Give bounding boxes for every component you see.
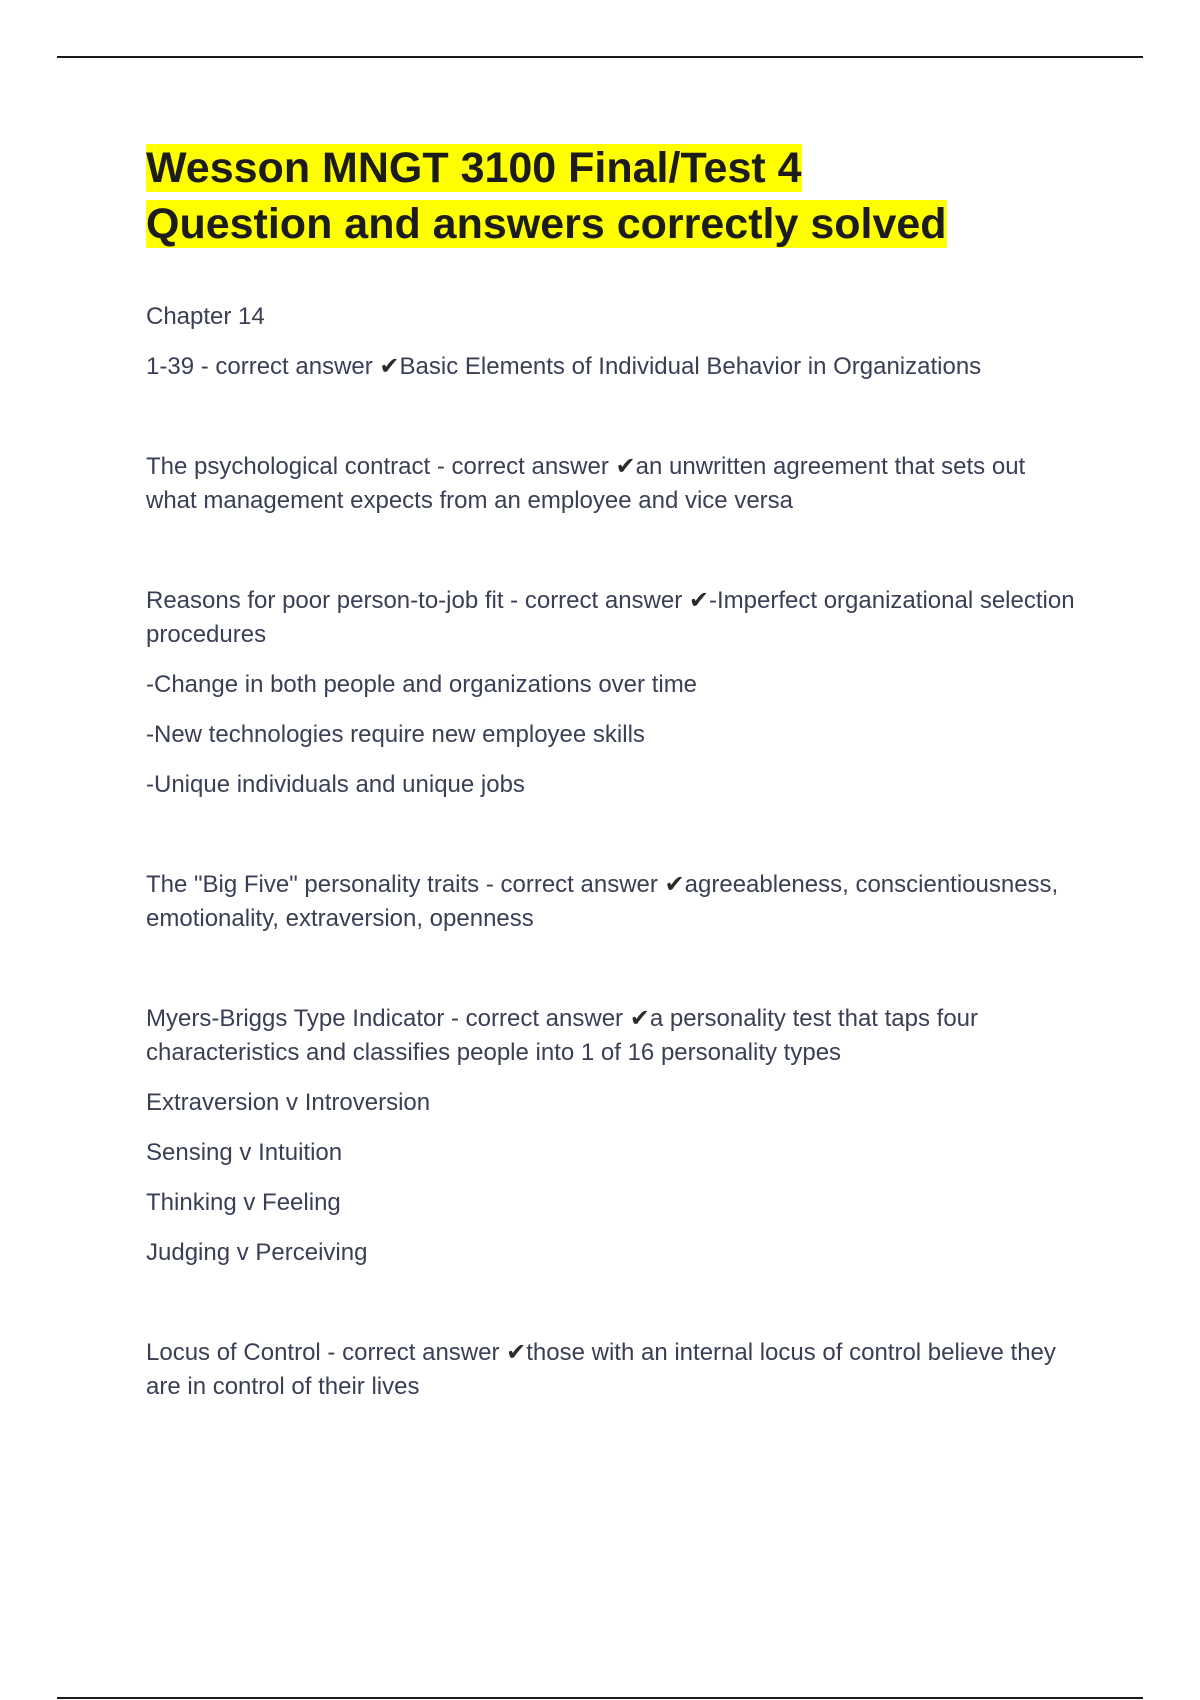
qa-term: The psychological contract - correct answer [146, 453, 616, 480]
qa-term: Myers-Briggs Type Indicator - correct answer [146, 1005, 630, 1032]
qa-item [146, 1002, 1076, 1070]
check-mark-icon: ✔ [379, 353, 400, 380]
qa-term: 1-39 - correct answer [146, 353, 380, 380]
document-content [146, 140, 1076, 1420]
qa-item [146, 584, 1076, 652]
qa-item [146, 868, 1076, 936]
qa-answer-line: Extraversion v Introversion [146, 1089, 431, 1116]
qa-answer-line: -Change in both people and organizations over time [146, 671, 698, 698]
qa-item [146, 350, 1076, 384]
qa-answer: -Imperfect organizational selection procedures [146, 587, 1075, 648]
title-line-1: Wesson MNGT 3100 Final/Test 4 [146, 144, 802, 192]
qa-answer-line: -New technologies require new employee skills [146, 721, 645, 748]
qa-answer-line: Thinking v Feeling [146, 1189, 341, 1216]
qa-term: Locus of Control - correct answer [146, 1339, 507, 1366]
qa-answer-line: Sensing v Intuition [146, 1139, 343, 1166]
qa-answer: a personality test that taps four characteristics and classifies people into 1 of 16 personality types [146, 1005, 979, 1066]
qa-answer: an unwritten agreement that sets out what management expects from an employee and vice versa [146, 453, 1026, 514]
qa-answer: those with an internal locus of control believe they are in control of their lives [146, 1339, 1056, 1400]
qa-item [146, 1336, 1076, 1404]
qa-answer-line: -Unique individuals and unique jobs [146, 771, 525, 798]
title-line-2: Question and answers correctly solved [146, 200, 947, 248]
check-mark-icon: ✔ [615, 453, 636, 480]
check-mark-icon: ✔ [506, 1339, 527, 1366]
check-mark-icon: ✔ [629, 1005, 650, 1032]
check-mark-icon: ✔ [688, 587, 710, 614]
chapter-heading: Chapter 14 [146, 303, 265, 330]
qa-answer: Basic Elements of Individual Behavior in Organizations [399, 353, 982, 380]
qa-answer-line: Judging v Perceiving [146, 1239, 368, 1266]
document-title [146, 140, 1076, 252]
qa-answer: agreeableness, conscientiousness, emotionality, extraversion, openness [146, 871, 1059, 932]
qa-term: The "Big Five" personality traits - correct answer [146, 871, 665, 898]
qa-item [146, 450, 1076, 518]
qa-term: Reasons for poor person-to-job fit - correct answer [146, 587, 689, 614]
bottom-rule [57, 1697, 1143, 1699]
check-mark-icon: ✔ [664, 871, 685, 898]
top-rule [57, 56, 1143, 58]
